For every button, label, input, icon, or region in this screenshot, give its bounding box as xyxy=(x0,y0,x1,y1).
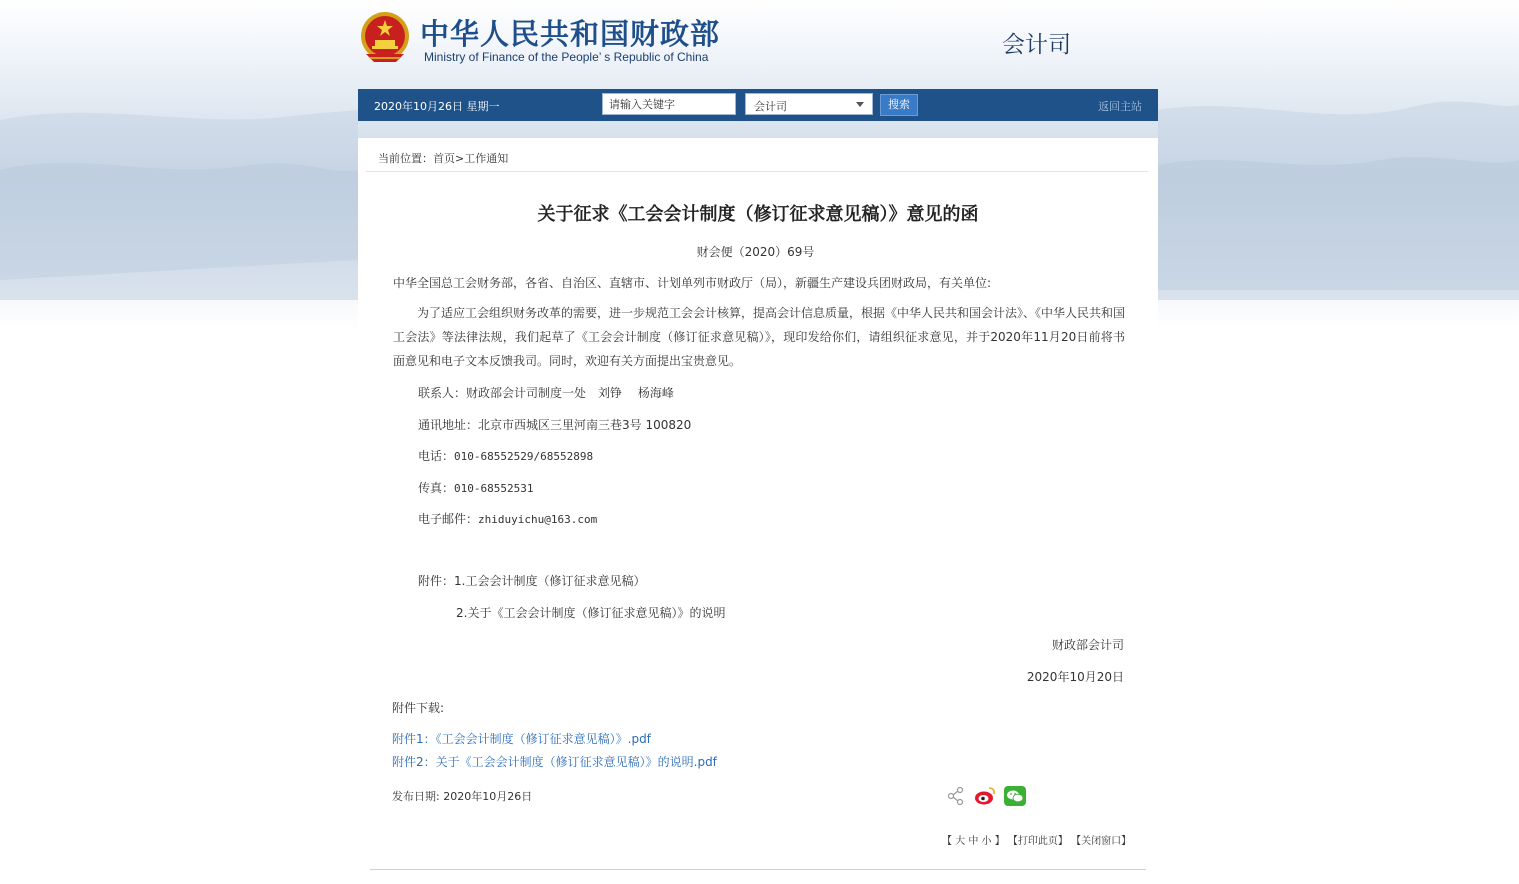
fax-value: 010-68552531 xyxy=(454,482,534,495)
email-line xyxy=(418,510,597,527)
breadcrumb-current-link[interactable]: 工作通知 xyxy=(464,152,509,165)
site-header xyxy=(358,8,1158,80)
return-home-link[interactable]: 返回主站 xyxy=(1098,100,1142,113)
navigation-bar xyxy=(358,89,1158,121)
address-line: 通讯地址：北京市西城区三里河南三巷3号 100820 xyxy=(418,418,692,432)
weibo-icon[interactable] xyxy=(974,786,996,809)
breadcrumb-prefix: 当前位置： xyxy=(378,152,433,165)
ministry-title-cn: 中华人民共和国财政部 xyxy=(420,17,721,51)
national-emblem-icon xyxy=(358,10,412,66)
download-link-2[interactable]: 附件2：关于《工会会计制度（修订征求意见稿）》的说明.pdf xyxy=(392,755,717,769)
current-date: 2020年10月26日 星期一 xyxy=(374,100,500,113)
email-label: 电子邮件： xyxy=(418,512,479,526)
ministry-title-en: Ministry of Finance of the People’ s Republic of China xyxy=(424,50,709,64)
downloads-heading: 附件下载: xyxy=(392,701,445,715)
breadcrumb xyxy=(378,150,508,166)
search-button[interactable]: 搜索 xyxy=(880,94,918,116)
contact-line: 联系人：财政部会计司制度一处 刘铮 杨海峰 xyxy=(418,386,674,400)
font-size-control[interactable]: 【 大 中 小 】 xyxy=(942,836,1005,847)
divider xyxy=(370,869,1146,870)
document-body: 为了适应工会组织财务改革的需要，进一步规范工会会计核算，提高会计信息质量，根据《中华人民共和国会计法》、《中华人民共和国工会法》等法律法规，我们起草了《工会会计制度（修订征求意见稿）》，现印发给你们，请组织征求意见，并于2020年11月20日前将书面意见和电子文本反馈我司。同时，欢迎有关方面提出宝贵意见。 xyxy=(393,306,1126,368)
content-panel xyxy=(358,138,1158,884)
page-tools xyxy=(942,832,1131,847)
fax-line xyxy=(418,479,534,496)
share-bar xyxy=(946,786,1026,812)
breadcrumb-home-link[interactable]: 首页 xyxy=(433,152,455,165)
breadcrumb-separator: > xyxy=(455,152,465,165)
phone-line xyxy=(418,447,593,464)
divider xyxy=(366,171,1148,172)
phone-label: 电话： xyxy=(418,449,455,463)
search-input[interactable] xyxy=(602,93,736,115)
wechat-icon[interactable] xyxy=(1004,786,1026,809)
attachment-list-item-2: 2.关于《工会会计制度（修订征求意见稿）》的说明 xyxy=(456,606,726,620)
print-page-button[interactable]: 【打印此页】 xyxy=(1007,836,1068,847)
signatory: 财政部会计司 xyxy=(1051,638,1124,652)
department-name: 会计司 xyxy=(1002,32,1071,58)
download-link-1[interactable]: 附件1：《工会会计制度（修订征求意见稿）》.pdf xyxy=(392,732,651,746)
close-window-button[interactable]: 【关闭窗口】 xyxy=(1071,836,1132,847)
document-recipients: 中华全国总工会财务部，各省、自治区、直辖市、计划单列市财政厅（局），新疆生产建设兵团财政局，有关单位: xyxy=(393,276,992,290)
search-scope-value: 会计司 xyxy=(754,100,787,113)
share-icon[interactable] xyxy=(946,786,966,809)
search-scope-select[interactable] xyxy=(745,93,873,115)
signature-date: 2020年10月20日 xyxy=(1026,670,1124,684)
phone-value: 010-68552529/68552898 xyxy=(454,450,594,463)
document-number: 财会便（2020）69号 xyxy=(696,245,815,259)
attachment-list-item-1: 附件：1.工会会计制度（修订征求意见稿） xyxy=(418,574,646,588)
document-title: 关于征求《工会会计制度（修订征求意见稿）》意见的函 xyxy=(537,204,979,225)
email-value: zhiduyichu@163.com xyxy=(478,513,598,526)
chevron-down-icon xyxy=(856,102,864,107)
publish-date: 发布日期: 2020年10月26日 xyxy=(392,790,533,803)
fax-label: 传真： xyxy=(418,481,455,495)
